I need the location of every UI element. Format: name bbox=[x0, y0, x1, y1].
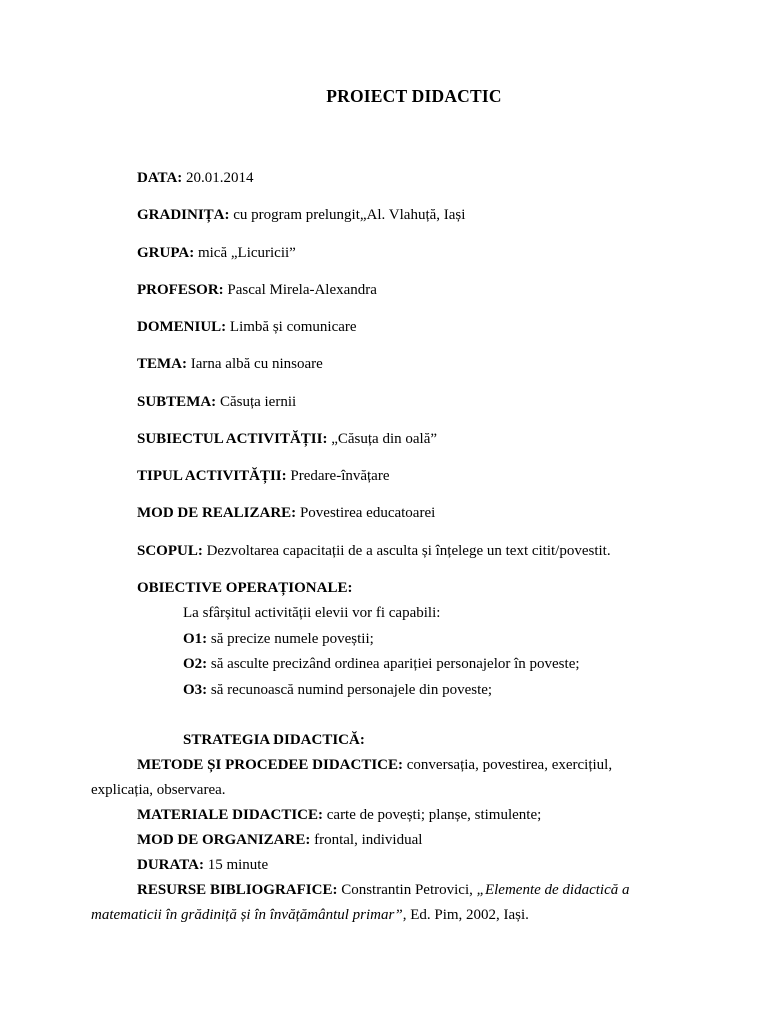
field-value: Dezvoltarea capacitații de a asculta și înțelege un text citit/povestit. bbox=[202, 543, 611, 559]
field-value: Pascal Mirela-Alexandra bbox=[223, 282, 377, 298]
objective-code: O3: bbox=[183, 682, 208, 698]
duration-value: 15 minute bbox=[203, 857, 269, 873]
field-scopul bbox=[137, 542, 611, 560]
objective-item bbox=[183, 681, 492, 699]
field-label: SUBTEMA: bbox=[137, 394, 217, 410]
field-label: TIPUL ACTIVITĂȚII: bbox=[137, 468, 287, 484]
objective-text: să precize numele poveștii; bbox=[207, 631, 374, 647]
materials-value: carte de povești; planșe, stimulente; bbox=[323, 807, 542, 823]
field-value: Iarna albă cu ninsoare bbox=[187, 356, 323, 372]
field-label: DOMENIUL: bbox=[137, 319, 227, 335]
field-value: Limbă și comunicare bbox=[226, 319, 357, 335]
organization-label: MOD DE ORGANIZARE: bbox=[137, 832, 311, 848]
field-value: mică „Licuricii” bbox=[194, 245, 296, 261]
objective-code: O2: bbox=[183, 656, 208, 672]
field-label: GRUPA: bbox=[137, 245, 195, 261]
field-label: SCOPUL: bbox=[137, 543, 203, 559]
resources-publisher: , Ed. Pim, 2002, Iași. bbox=[402, 907, 529, 923]
objective-text: să recunoască numind personajele din poveste; bbox=[207, 682, 493, 698]
objectives-intro: La sfârșitul activității elevii vor fi capabili: bbox=[183, 605, 441, 621]
field-tipul bbox=[137, 467, 390, 485]
field-value: cu program prelungit„Al. Vlahuță, Iași bbox=[229, 207, 466, 223]
organization-value: frontal, individual bbox=[310, 832, 423, 848]
field-subiectul bbox=[137, 430, 437, 448]
methods-value: conversația, povestirea, exercițiul, bbox=[403, 757, 613, 773]
strategy-resources bbox=[137, 881, 630, 899]
field-data bbox=[137, 169, 254, 187]
field-subtema bbox=[137, 393, 296, 411]
field-value: „Căsuța din oală” bbox=[327, 431, 438, 447]
resources-title: „Elemente de didactică a bbox=[476, 882, 630, 898]
strategy-materials bbox=[137, 806, 541, 824]
objectives-heading: OBIECTIVE OPERAȚIONALE: bbox=[137, 580, 353, 596]
field-grupa bbox=[137, 244, 296, 262]
strategy-organization bbox=[137, 831, 422, 849]
objective-item bbox=[183, 630, 374, 648]
materials-label: MATERIALE DIDACTICE: bbox=[137, 807, 323, 823]
resources-title-continued: matematicii în grădiniță și în învățământul primar” bbox=[91, 907, 403, 923]
objective-text: să asculte precizând ordinea apariției personajelor în poveste; bbox=[207, 656, 580, 672]
strategy-resources-continued bbox=[91, 906, 529, 924]
field-mod-realizare bbox=[137, 504, 435, 522]
strategy-heading: STRATEGIA DIDACTICĂ: bbox=[183, 732, 365, 748]
field-gradinita bbox=[137, 206, 465, 224]
strategy-methods bbox=[137, 756, 612, 774]
resources-label: RESURSE BIBLIOGRAFICE: bbox=[137, 882, 338, 898]
field-value: Căsuța iernii bbox=[216, 394, 297, 410]
strategy-methods-continued: explicația, observarea. bbox=[91, 782, 226, 798]
field-value: Predare-învățare bbox=[286, 468, 390, 484]
methods-label: METODE ȘI PROCEDEE DIDACTICE: bbox=[137, 757, 404, 773]
field-value: 20.01.2014 bbox=[182, 170, 254, 186]
field-label: SUBIECTUL ACTIVITĂȚII: bbox=[137, 431, 328, 447]
field-value: Povestirea educatoarei bbox=[296, 505, 436, 521]
strategy-duration bbox=[137, 856, 268, 874]
resources-author: Constrantin Petrovici, bbox=[337, 882, 477, 898]
field-label: MOD DE REALIZARE: bbox=[137, 505, 297, 521]
field-label: DATA: bbox=[137, 170, 183, 186]
objective-item bbox=[183, 655, 580, 673]
field-tema bbox=[137, 355, 323, 373]
field-label: TEMA: bbox=[137, 356, 187, 372]
field-domeniul bbox=[137, 318, 357, 336]
field-label: GRADINIȚA: bbox=[137, 207, 230, 223]
document-title: PROIECT DIDACTIC bbox=[326, 86, 502, 106]
field-label: PROFESOR: bbox=[137, 282, 224, 298]
duration-label: DURATA: bbox=[137, 857, 204, 873]
objective-code: O1: bbox=[183, 631, 208, 647]
field-profesor bbox=[137, 281, 377, 299]
